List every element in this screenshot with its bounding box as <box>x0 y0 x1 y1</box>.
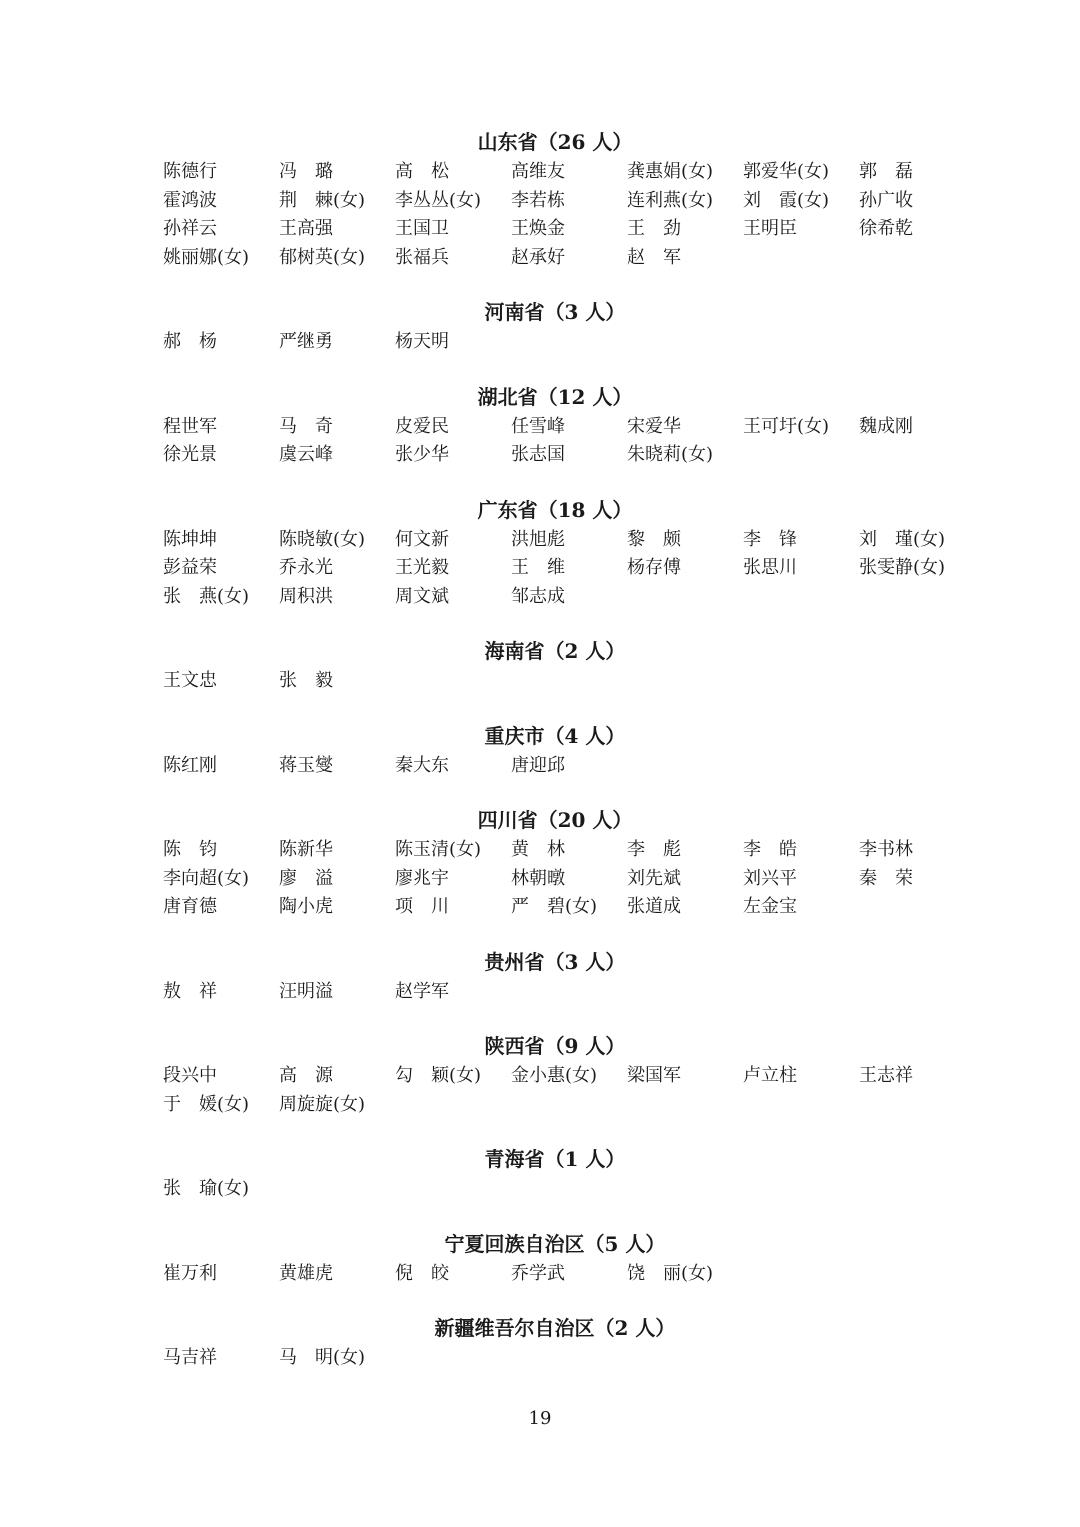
person-name: 廖 溢 <box>279 867 333 889</box>
person-name: 姚丽娜(女) <box>163 246 250 268</box>
person-name: 马 明(女) <box>279 1347 366 1368</box>
person-name: 黄 林 <box>511 839 565 860</box>
name-row <box>163 1175 983 1204</box>
person-name: 王明臣 <box>743 218 797 239</box>
person-name: 荆 棘(女) <box>279 189 366 211</box>
person-name: 陈红刚 <box>163 754 217 776</box>
person-name: 张 毅 <box>279 670 333 691</box>
name-list-document <box>163 126 983 1397</box>
person-name: 刘 霞(女) <box>743 189 830 211</box>
person-name: 林朝暾 <box>511 867 565 889</box>
province-section <box>163 1143 983 1204</box>
person-name: 项 川 <box>395 896 449 917</box>
province-section <box>163 804 983 922</box>
person-name: 王焕金 <box>511 218 565 239</box>
name-row <box>163 1091 983 1120</box>
person-name: 李 皓 <box>743 839 797 860</box>
name-row <box>163 554 983 583</box>
province-section <box>163 946 983 1007</box>
person-name: 洪旭彪 <box>511 528 565 550</box>
person-name: 陈坤坤 <box>163 528 217 550</box>
person-name: 周文斌 <box>395 585 449 607</box>
person-name: 冯 璐 <box>279 161 333 182</box>
person-name: 高 源 <box>279 1065 333 1086</box>
person-name: 左金宝 <box>743 896 797 917</box>
person-name: 汪明溢 <box>279 980 333 1002</box>
section-title: 海南省（2 人） <box>484 639 626 663</box>
person-name: 乔永光 <box>279 557 333 578</box>
person-name: 李向超(女) <box>163 867 250 889</box>
section-title: 宁夏回族自治区（5 人） <box>444 1231 666 1256</box>
person-name: 金小惠(女) <box>511 1065 598 1086</box>
section-title: 陕西省（9 人） <box>484 1034 626 1058</box>
person-name: 李 锋 <box>743 528 797 550</box>
person-name: 秦大东 <box>395 754 449 776</box>
person-name: 李丛丛(女) <box>395 189 482 211</box>
person-name: 郝 杨 <box>163 331 217 352</box>
person-name: 朱晓莉(女) <box>627 444 714 465</box>
person-name: 陈玉清(女) <box>395 839 482 860</box>
person-name: 宋爱华 <box>627 415 681 437</box>
section-title: 青海省（1 人） <box>484 1147 626 1171</box>
person-name: 王国卫 <box>395 218 449 239</box>
person-name: 陈 钧 <box>163 839 217 860</box>
person-name: 严 碧(女) <box>511 896 598 917</box>
name-row <box>163 413 983 442</box>
person-name: 张道成 <box>627 896 681 917</box>
person-name: 唐迎邱 <box>511 754 565 776</box>
province-section <box>163 1312 983 1373</box>
person-name: 赵学军 <box>395 980 449 1002</box>
name-row <box>163 244 983 273</box>
person-name: 饶 丽(女) <box>627 1262 714 1284</box>
person-name: 周积洪 <box>279 585 333 607</box>
name-row <box>163 215 983 244</box>
name-row <box>163 328 983 357</box>
person-name: 何文新 <box>395 528 449 550</box>
province-section <box>163 1030 983 1119</box>
name-row <box>163 526 983 555</box>
person-name: 王 劲 <box>627 218 681 239</box>
province-section <box>163 381 983 470</box>
name-row <box>163 187 983 216</box>
name-row <box>163 583 983 612</box>
person-name: 徐希乾 <box>859 218 913 239</box>
name-row <box>163 865 983 894</box>
person-name: 倪 皎 <box>395 1262 449 1284</box>
person-name: 孙祥云 <box>163 218 217 239</box>
person-name: 程世军 <box>163 415 217 437</box>
person-name: 梁国军 <box>627 1065 681 1086</box>
person-name: 赵承好 <box>511 246 565 268</box>
person-name: 张 燕(女) <box>163 585 250 607</box>
person-name: 陈晓敏(女) <box>279 528 366 550</box>
section-title: 贵州省（3 人） <box>484 949 626 974</box>
person-name: 王可圩(女) <box>743 415 830 437</box>
section-title: 湖北省（12 人） <box>477 384 633 409</box>
page-number: 19 <box>528 1408 552 1429</box>
name-row <box>163 1344 983 1373</box>
person-name: 卢立柱 <box>743 1065 797 1086</box>
section-title: 新疆维吾尔自治区（2 人） <box>434 1316 676 1340</box>
person-name: 张 瑜(女) <box>163 1178 250 1199</box>
person-name: 张雯静(女) <box>859 557 946 578</box>
person-name: 虞云峰 <box>279 444 333 465</box>
person-name: 连利燕(女) <box>627 189 714 211</box>
person-name: 秦 荣 <box>859 867 913 889</box>
name-row <box>163 752 983 781</box>
person-name: 张思川 <box>743 557 797 578</box>
person-name: 周旋旋(女) <box>279 1093 366 1115</box>
person-name: 蒋玉燮 <box>279 754 333 776</box>
person-name: 高 松 <box>395 161 449 182</box>
province-section <box>163 126 983 272</box>
name-row <box>163 836 983 865</box>
name-row <box>163 978 983 1007</box>
person-name: 廖兆宇 <box>395 867 449 889</box>
name-row <box>163 667 983 696</box>
person-name: 黄雄虎 <box>279 1262 333 1284</box>
section-title: 山东省（26 人） <box>477 130 633 154</box>
section-title: 四川省（20 人） <box>477 808 633 832</box>
name-row <box>163 1260 983 1289</box>
province-section <box>163 1228 983 1289</box>
person-name: 张志国 <box>511 444 565 465</box>
person-name: 高维友 <box>511 161 565 182</box>
name-row <box>163 893 983 922</box>
name-row <box>163 1062 983 1091</box>
person-name: 张少华 <box>395 444 449 465</box>
person-name: 王志祥 <box>859 1065 913 1086</box>
person-name: 陶小虎 <box>279 896 333 917</box>
person-name: 王高强 <box>279 218 333 239</box>
person-name: 郭爱华(女) <box>743 161 830 182</box>
person-name: 郁树英(女) <box>279 246 366 268</box>
name-row <box>163 158 983 187</box>
person-name: 郭 磊 <box>859 161 913 182</box>
person-name: 马 奇 <box>279 415 333 437</box>
person-name: 杨天明 <box>395 331 449 352</box>
person-name: 敖 祥 <box>163 980 217 1002</box>
person-name: 孙广收 <box>859 189 913 211</box>
person-name: 张福兵 <box>395 246 449 268</box>
person-name: 刘先斌 <box>627 867 681 889</box>
person-name: 魏成刚 <box>859 415 913 437</box>
person-name: 黎 颇 <box>627 528 681 550</box>
person-name: 李书林 <box>859 839 913 860</box>
province-section <box>163 635 983 696</box>
person-name: 刘 瑾(女) <box>859 528 946 550</box>
person-name: 赵 军 <box>627 246 681 268</box>
person-name: 段兴中 <box>163 1065 217 1086</box>
person-name: 王文忠 <box>163 670 217 691</box>
name-row <box>163 441 983 470</box>
person-name: 刘兴平 <box>743 867 797 889</box>
person-name: 皮爱民 <box>395 415 449 437</box>
section-title: 广东省（18 人） <box>477 497 633 522</box>
province-section <box>163 720 983 781</box>
person-name: 马吉祥 <box>163 1347 217 1368</box>
person-name: 杨存傅 <box>627 557 681 578</box>
person-name: 唐育德 <box>163 896 217 917</box>
province-section <box>163 296 983 357</box>
person-name: 霍鸿波 <box>163 189 217 211</box>
province-section <box>163 494 983 612</box>
person-name: 龚惠娟(女) <box>627 161 714 182</box>
section-title: 河南省（3 人） <box>484 300 626 324</box>
person-name: 崔万利 <box>163 1262 217 1284</box>
person-name: 李 彪 <box>627 839 681 860</box>
person-name: 徐光景 <box>163 444 217 465</box>
person-name: 陈新华 <box>279 839 333 860</box>
person-name: 彭益荣 <box>163 557 217 578</box>
person-name: 李若栋 <box>511 189 565 211</box>
person-name: 陈德行 <box>163 161 217 182</box>
person-name: 任雪峰 <box>511 415 565 437</box>
person-name: 王光毅 <box>395 557 449 578</box>
person-name: 严继勇 <box>279 331 333 352</box>
person-name: 邹志成 <box>511 585 565 607</box>
person-name: 乔学武 <box>511 1262 565 1284</box>
section-title: 重庆市（4 人） <box>484 723 626 748</box>
person-name: 于 媛(女) <box>163 1093 250 1115</box>
person-name: 王 维 <box>511 557 565 578</box>
person-name: 勾 颖(女) <box>395 1065 482 1086</box>
